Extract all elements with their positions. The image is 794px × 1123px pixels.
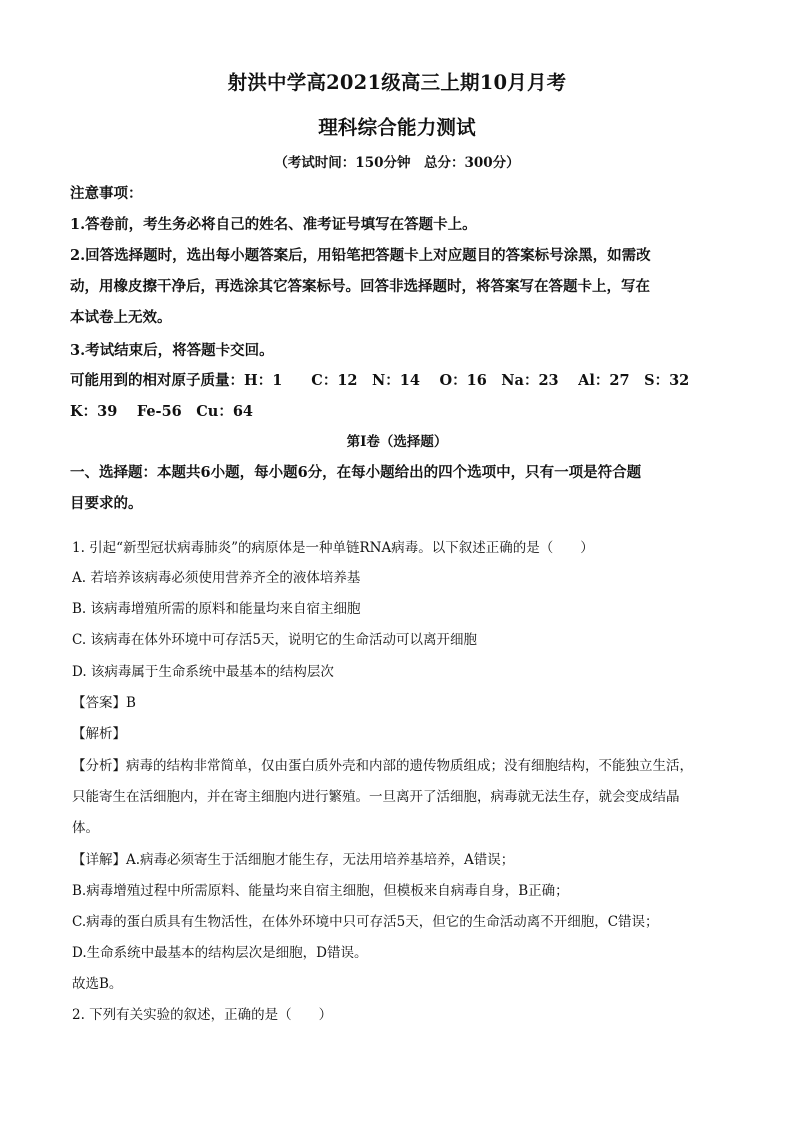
question-1-option-d: D. 该病毒属于生命系统中最基本的结构层次 [72,664,334,680]
xiangjie-text-a: A.病毒必须寄生于活细胞才能生存，无法用培养基培养，A错误； [126,852,515,868]
xiangjie-line-d: D.生命系统中最基本的结构层次是细胞，D错误。 [72,945,368,961]
answer-line [72,691,136,711]
fenxi-text-1: 病毒的结构非常简单，仅由蛋白质外壳和内部的遗传物质组成；没有细胞结构，不能独立生活， [126,758,693,774]
fenxi-line-3: 体。 [72,820,99,836]
question-1-stem: 1. 引起“新型冠状病毒肺炎”的病原体是一种单链RNA病毒。以下叙述正确的是（ ） [72,540,594,556]
answer-tag: 【答案】 [72,695,126,711]
section-instructions-line-2: 目要求的。 [70,495,143,512]
xiangjie-line-b: B.病毒增殖过程中所需原料、能量均来自宿主细胞，但模板来自病毒自身，B正确； [72,883,569,899]
answer-value: B [126,695,136,711]
volume-heading: 第Ⅰ卷（选择题） [346,434,448,450]
question-1-option-c: C. 该病毒在体外环境中可存活5天，说明它的生命活动可以离开细胞 [72,632,478,648]
fenxi-line-2: 只能寄生在活细胞内，并在寄主细胞内进行繁殖。一旦离开了活细胞，病毒就无法生存，就会变成结晶 [72,789,680,805]
notes-item-2-line-3: 本试卷上无效。 [70,309,172,326]
atomic-mass-line-1: 可能用到的相对原子质量：H：1 C：12 N：14 O：16 Na：23 Al：27 S：32 [70,372,690,389]
analysis-tag: 【解析】 [72,726,126,742]
exam-subtitle: 理科综合能力测试 [318,116,476,139]
xiangjie-tag: 【详解】 [72,852,126,868]
section-instructions-line-1: 一、选择题：本题共6小题，每小题6分，在每小题给出的四个选项中，只有一项是符合题 [70,464,642,481]
exam-time-info: （考试时间：150分钟 总分：300分） [274,155,520,171]
fenxi-tag: 【分析】 [72,758,126,774]
question-1-option-a: A. 若培养该病毒必须使用营养齐全的液体培养基 [72,570,361,586]
notes-item-2-line-2: 动，用橡皮擦干净后，再选涂其它答案标号。回答非选择题时，将答案写在答题卡上，写在 [70,278,650,295]
exam-title: 射洪中学高2021级高三上期10月月考 [227,71,567,94]
notes-heading: 注意事项： [70,185,143,202]
atomic-mass-line-2: K：39 Fe-56 Cu：64 [70,403,254,420]
notes-item-3: 3.考试结束后，将答题卡交回。 [70,342,274,359]
conclusion-line: 故选B。 [72,976,123,992]
question-2-stem: 2. 下列有关实验的叙述，正确的是（ ） [72,1007,333,1023]
xiangjie-line-c: C.病毒的蛋白质具有生物活性，在体外环境中只可存活5天，但它的生命活动离不开细胞，C错误； [72,914,659,930]
xiangjie-line-a [72,848,514,868]
fenxi-line-1 [72,754,693,774]
notes-item-2-line-1: 2.回答选择题时，选出每小题答案后，用铅笔把答题卡上对应题目的答案标号涂黑，如需改 [70,247,651,264]
question-1-option-b: B. 该病毒增殖所需的原料和能量均来自宿主细胞 [72,601,361,617]
notes-item-1: 1.答卷前，考生务必将自己的姓名、准考证号填写在答题卡上。 [70,216,477,233]
